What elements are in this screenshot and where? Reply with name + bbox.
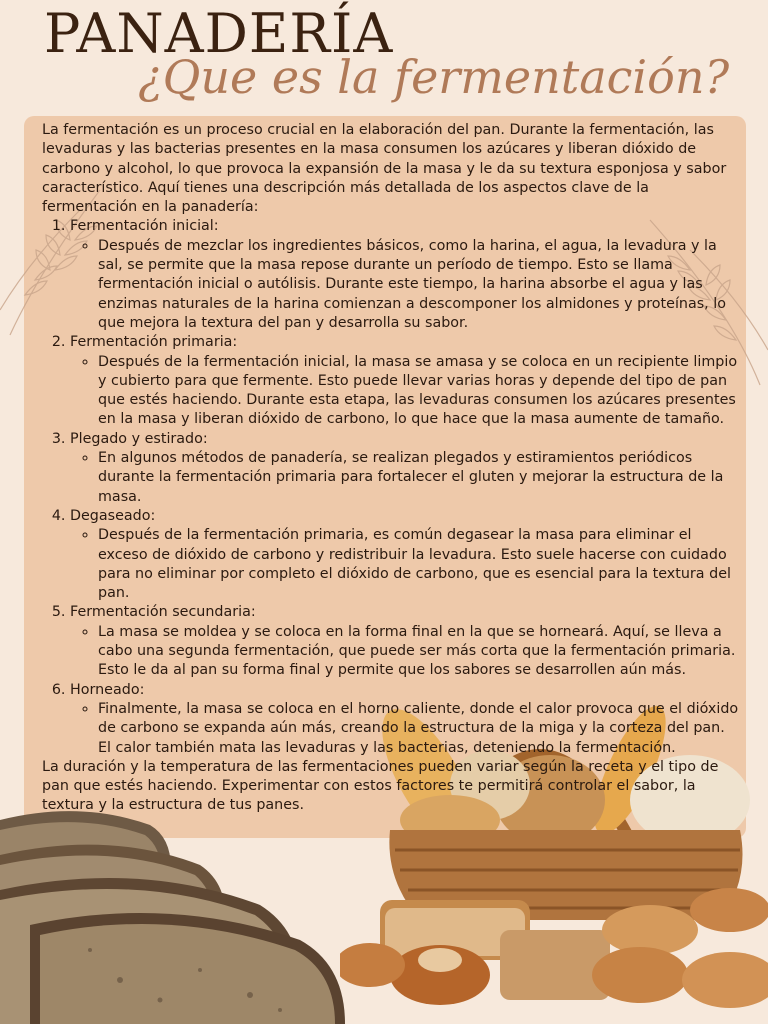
list-item xyxy=(70,681,742,758)
step-detail: ◦ Después de mezclar los ingredientes básicos, como la harina, el agua, la levadura y la sal, se permite que la masa repose durante un período de tiempo. Esto se llama fermentación inicial o autólisis. Durante este tiempo, la harina absorbe el agua y las enzimas naturales de la harina comienzan a descomponer los almidones y proteínas, lo que mejora la textura del pan y desarrolla su sabor. xyxy=(98,237,742,333)
list-item xyxy=(70,507,742,603)
step-heading: Fermentación secundaria: xyxy=(70,604,256,621)
steps-list xyxy=(42,217,742,757)
article-body xyxy=(42,121,742,816)
list-item xyxy=(70,603,742,680)
page-subtitle: ¿Que es la fermentación? xyxy=(138,50,730,104)
step-detail: ◦ Después de la fermentación primaria, es común degasear la masa para eliminar el exceso de dióxido de carbono y redistribuir la levadura. Esto suele hacerse con cuidado para no eliminar por completo el dióxido de carbono, que es esencial para la textura del pan. xyxy=(98,526,742,603)
sliced-bread-image xyxy=(0,800,350,1024)
step-detail: ◦ En algunos métodos de panadería, se realizan plegados y estiramientos periódicos durante la fermentación primaria para fortalecer el gluten y mejorar la estructura de la masa. xyxy=(98,449,742,507)
page-title: PANADERÍA xyxy=(44,2,394,65)
step-detail: ◦ Finalmente, la masa se coloca en el horno caliente, donde el calor provoca que el dióxido de carbono se expanda aún más, creando la estructura de la miga y la corteza del pan. El calor también mata las levaduras y las bacterias, deteniendo la fermentación. xyxy=(98,700,742,758)
step-heading: Fermentación primaria: xyxy=(70,334,238,351)
list-item xyxy=(70,430,742,507)
step-heading: Degaseado: xyxy=(70,507,156,524)
list-item xyxy=(70,333,742,429)
list-item xyxy=(70,217,742,333)
step-heading: Fermentación inicial: xyxy=(70,218,219,235)
step-heading: Horneado: xyxy=(70,681,145,698)
step-detail: ◦ Después de la fermentación inicial, la masa se amasa y se coloca en un recipiente limpio y cubierto para que fermente. Esto puede llevar varias horas y depende del tipo de pan que estés haciendo. Durante esta etapa, las levaduras consumen los azúcares presentes en la masa y liberan dióxido de carbono, lo que hace que la masa aumente de tamaño. xyxy=(98,353,742,430)
step-detail: ◦ La masa se moldea y se coloca en la forma final en la que se horneará. Aquí, se lleva a cabo una segunda fermentación, que puede ser más corta que la fermentación primaria. Esto le da al pan su forma final y permite que los sabores se desarrollen aún más. xyxy=(98,623,742,681)
intro-paragraph: La fermentación es un proceso crucial en la elaboración del pan. Durante la fermentación, las levaduras y las bacterias presentes en la masa consumen los azúcares y liberan dióxido de carbono y alcohol, lo que provoca la expansión de la masa y le da su textura esponjosa y sabor característico. Aquí tienes una descripción más detallada de los aspectos clave de la fermentación en la panadería: xyxy=(42,122,727,216)
step-heading: Plegado y estirado: xyxy=(70,430,208,447)
conclusion-paragraph: La duración y la temperatura de las fermentaciones pueden variar según la receta y el tipo de pan que estés haciendo. Experimentar con estos factores te permitirá controlar el sabor, la textura y la estructura de tus panes. xyxy=(42,758,719,814)
